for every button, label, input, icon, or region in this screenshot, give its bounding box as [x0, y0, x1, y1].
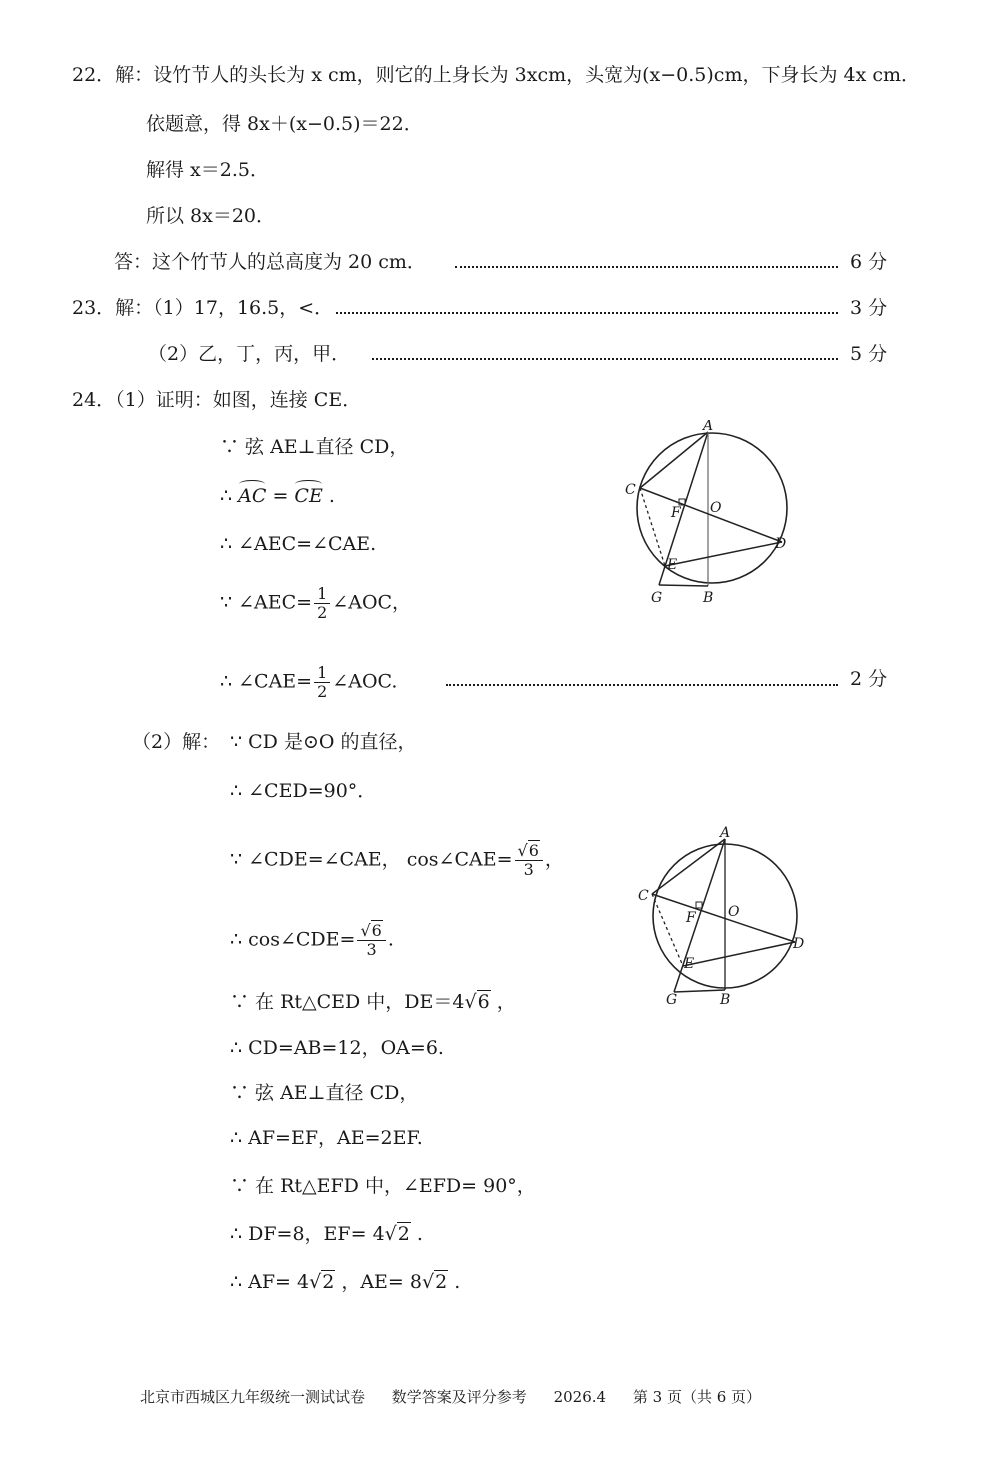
segment-ac: [652, 839, 725, 894]
step-prefix: ∴ ∠CAE=: [220, 670, 313, 693]
leader-dots: [372, 358, 838, 360]
radicand: 6: [528, 841, 539, 860]
step-suffix: .: [448, 1271, 461, 1293]
q24-p1-step-1: ∵ 弦 AE⊥直径 CD，: [220, 436, 409, 458]
circle-figure-2: [628, 824, 828, 1019]
leader-dots: [446, 684, 838, 686]
page-footer: [140, 1386, 783, 1407]
circle-figure-1: [615, 420, 815, 620]
step-middle: ，AE= 8: [335, 1271, 422, 1293]
q22-line-3: 解得 x＝2.5．: [146, 159, 269, 181]
fraction-sqrt6-over-3: [515, 842, 543, 879]
q24-p2-step-6: ∴ CD=AB=12，OA=6.: [230, 1037, 444, 1059]
q22-line-2: 依题意，得 8x＋(x−0.5)＝22．: [146, 113, 423, 135]
leader-dots: [336, 312, 838, 314]
label-g: G: [666, 992, 678, 1008]
label-o: O: [728, 904, 740, 920]
step-prefix: ∴: [220, 485, 239, 507]
right-angle-mark: [696, 902, 702, 908]
q24-p2-step-1: ∵ CD 是⊙O 的直径，: [230, 731, 417, 753]
q22-score: 6 分: [850, 251, 888, 273]
q22-answer: 答：这个竹节人的总高度为 20 cm．: [114, 251, 426, 273]
label-e: E: [684, 956, 695, 972]
label-o: O: [710, 500, 722, 516]
segment-gb: [659, 585, 708, 586]
label-d: D: [793, 936, 805, 952]
q24-p2-step-5: ∵ 在 Rt△CED 中，DE＝4√6 ，: [230, 991, 516, 1013]
label-a: A: [720, 825, 731, 841]
label-a: A: [703, 420, 714, 434]
step-suffix: .: [322, 485, 335, 507]
fraction-numerator: 1: [314, 585, 330, 604]
label-g: G: [651, 590, 663, 606]
label-e: E: [667, 557, 678, 573]
label-b: B: [703, 590, 714, 606]
footer-subject: 数学答案及评分参考: [391, 1388, 527, 1406]
step-suffix: .: [387, 928, 394, 951]
q24-p1-step-4: [220, 585, 411, 622]
q23-part-2: （2）乙，丁，丙，甲．: [148, 343, 351, 365]
q24-p1-step-5: [220, 664, 397, 701]
q24-p2-intro: （2）解：: [132, 731, 221, 753]
footer-exam-title: 北京市西城区九年级统一测试试卷: [140, 1388, 366, 1406]
radicand: 2: [322, 1271, 335, 1293]
equals-sign: =: [266, 485, 295, 507]
segment-ac: [640, 432, 708, 488]
q22-line-4: 所以 8x＝20．: [146, 205, 276, 227]
fraction-numerator: √6: [515, 842, 543, 861]
footer-page-number: 第 3 页（共 6 页）: [632, 1388, 762, 1406]
fraction-denominator: 3: [366, 940, 377, 959]
step-suffix: ∠AOC，: [332, 591, 412, 614]
segment-cd: [652, 894, 795, 942]
step-suffix: ，: [544, 848, 564, 871]
fraction-one-half: [314, 585, 330, 622]
q24-p2-step-8: ∴ AF=EF，AE=2EF.: [230, 1127, 423, 1149]
segment-ce-dashed: [652, 894, 683, 966]
radicand: 2: [397, 1223, 410, 1245]
q22-line-1: 22．解：设竹节人的头长为 x cm，则它的上身长为 3xcm，头宽为(x−0.5)cm，下身长为 4x cm．: [72, 64, 921, 86]
fraction-numerator: 1: [314, 664, 330, 683]
step-prefix: ∴ AF= 4: [230, 1271, 310, 1293]
q24-p2-step-2: ∴ ∠CED=90°．: [230, 780, 377, 802]
q23-part-1: 23．解：（1）17，16.5，<．: [72, 297, 334, 319]
q24-p2-step-7: ∵ 弦 AE⊥直径 CD，: [230, 1082, 419, 1104]
step-suffix: .: [410, 1223, 423, 1245]
q24-p1-step-2: [220, 483, 335, 509]
q24-p1-score: 2 分: [850, 668, 888, 690]
fraction-one-half: [314, 664, 330, 701]
step-prefix: ∵ ∠CDE=∠CAE， cos∠CAE=: [230, 848, 513, 871]
radicand: 6: [477, 991, 490, 1013]
arc-ac: AC: [238, 485, 267, 507]
step-prefix: ∵ 在 Rt△CED 中，DE＝4: [230, 991, 465, 1013]
q24-p2-step-4: [230, 922, 394, 959]
arc-ce: CE: [294, 485, 323, 507]
q24-intro: 24．（1）证明：如图，连接 CE．: [72, 389, 362, 411]
q24-p2-step-9: ∵ 在 Rt△EFD 中，∠EFD= 90°，: [230, 1175, 536, 1197]
q24-p2-step-10: ∴ DF=8，EF= 4√2 .: [230, 1223, 423, 1245]
fraction-numerator: √6: [357, 922, 385, 941]
q23-part-2-score: 5 分: [850, 343, 888, 365]
step-prefix: ∴ DF=8，EF= 4: [230, 1223, 385, 1245]
radicand: 2: [435, 1271, 448, 1293]
step-prefix: ∴ cos∠CDE=: [230, 928, 356, 951]
label-c: C: [638, 888, 649, 904]
q23-part-1-score: 3 分: [850, 297, 888, 319]
fraction-denominator: 2: [317, 682, 328, 701]
fraction-sqrt6-over-3: [357, 922, 385, 959]
q24-p1-step-3: ∴ ∠AEC=∠CAE.: [220, 533, 377, 555]
segment-de: [683, 942, 795, 966]
segment-gb: [674, 990, 725, 992]
step-prefix: ∵ ∠AEC=: [220, 591, 313, 614]
footer-date: 2026.4: [553, 1388, 607, 1406]
label-d: D: [775, 536, 787, 552]
q24-p2-step-11: ∴ AF= 4√2 ，AE= 8√2 .: [230, 1271, 461, 1293]
leader-dots: [455, 266, 838, 268]
step-suffix: ，: [490, 991, 516, 1013]
label-c: C: [625, 482, 636, 498]
label-b: B: [720, 992, 731, 1008]
step-suffix: ∠AOC.: [332, 670, 398, 693]
label-f: F: [686, 910, 696, 926]
label-f: F: [671, 505, 681, 521]
radicand: 6: [371, 921, 382, 940]
fraction-denominator: 2: [317, 603, 328, 622]
q24-p2-step-3: [230, 842, 564, 879]
fraction-denominator: 3: [523, 860, 534, 879]
